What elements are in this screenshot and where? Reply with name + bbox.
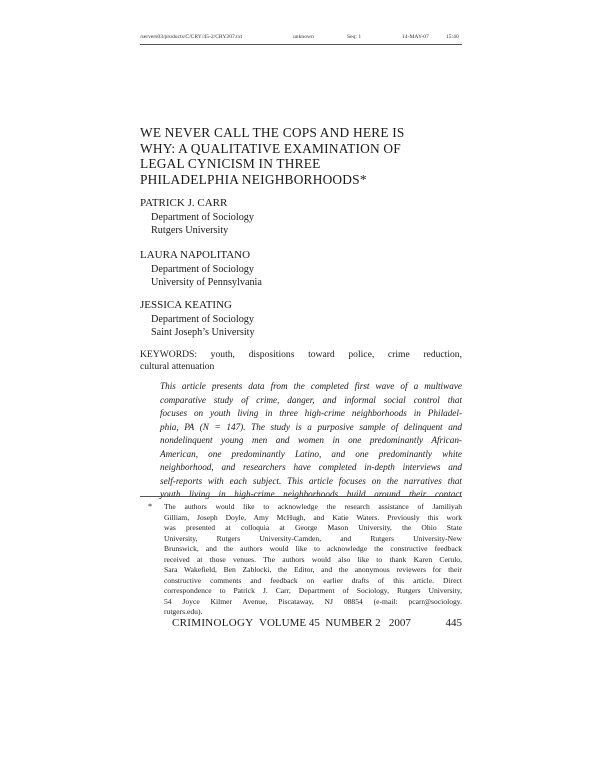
header-rule (140, 44, 462, 45)
abstract-line: phia, PA (N = 147). The study is a purposive sample of delinquent and (160, 421, 462, 432)
title-line: WE NEVER CALL THE COPS AND HERE IS (140, 125, 405, 140)
page-footer (172, 617, 462, 629)
title-line: LEGAL CYNICISM IN THREE (140, 156, 321, 172)
author-department: Department of Sociology (151, 314, 254, 325)
footnote-line: received at those venues. The authors would also like to thank Karen Cerulo, (164, 554, 462, 564)
author-name: JESSICA KEATING (140, 299, 232, 311)
header-date: 14-MAY-07 (402, 34, 429, 40)
footnote-line: was presented at colloquia at George Mason University, the Ohio State (164, 523, 462, 532)
footnote-line: rutgers.edu). (164, 607, 203, 616)
author-department: Department of Sociology (151, 264, 254, 275)
footnote-line: The authors would like to acknowledge the research assistance of Jamiliyah (164, 502, 462, 511)
abstract-line: American, one predominantly Latino, and one predominantly white (160, 448, 462, 459)
title-line: WHY: A QUALITATIVE EXAMINATION OF (140, 140, 401, 156)
author-institution: Rutgers University (151, 225, 229, 236)
header-status: unknown (293, 34, 314, 40)
footnote-line: correspondence to Patrick J. Carr, Department of Sociology, Rutgers University, (164, 586, 462, 595)
article-title (140, 125, 470, 187)
keywords-line: KEYWORDS: youth, dispositions toward police, crime reduction, (140, 349, 462, 360)
abstract-line: self-reports with each subject. This article focuses on the narratives that (160, 475, 462, 486)
footnote-line: University, Rutgers University-Camden, and Rutgers University-New (164, 533, 462, 543)
footnote-line: Brunswick, and the authors would like to acknowledge the constructive feedback (164, 544, 462, 553)
page-number: 445 (445, 617, 462, 629)
abstract-line: This article presents data from the completed first wave of a multiwave (160, 381, 462, 391)
abstract-line: neighborhood, and researchers have completed in-depth interviews and (160, 462, 462, 472)
file-path: /servers03/products/C/CRY/45-2/CRY207.txt (140, 34, 243, 40)
footnote (164, 502, 462, 618)
header-seq: Seq: 1 (347, 34, 362, 40)
title-line: PHILADELPHIA NEIGHBORHOODS* (140, 171, 367, 187)
author-institution: University of Pennsylvania (151, 277, 262, 288)
footnote-mark: * (148, 502, 153, 511)
abstract-line: youth living in high-crime neighborhoods build around their contact (160, 489, 462, 499)
journal-name: CRIMINOLOGY (172, 617, 254, 629)
footnote-rule (140, 496, 462, 497)
abstract-line: nondelinquent young men and women in one predominantly African- (160, 435, 462, 445)
abstract-line: comparative study of crime, danger, and informal social control that (160, 394, 462, 405)
footnote-line: Gilliam, Joseph Doyle, Amy McHugh, and Katie Waters. Previously this work (164, 512, 462, 522)
abstract-line: focuses on youth living in three high-crime neighborhoods in Philadel- (160, 408, 462, 418)
year: 2007 (388, 617, 411, 629)
volume: VOLUME 45 (259, 617, 320, 629)
keywords-line: cultural attenuation (140, 361, 215, 372)
author-name: PATRICK J. CARR (140, 197, 228, 209)
footnote-line: Sara Wakefield, Ben Zablocki, the Editor, and the anonymous reviewers for their (164, 565, 462, 574)
issue-number: NUMBER 2 (325, 617, 381, 629)
header-time: 15:40 (446, 34, 459, 40)
footnote-line: 54 Joyce Kilmer Avenue, Piscataway, NJ 08854 (e-mail: pcarr@sociology. (164, 596, 462, 606)
abstract (160, 380, 462, 502)
footnote-line: constructive comments and feedback on earlier drafts of this article. Direct (164, 575, 462, 585)
author-department: Department of Sociology (151, 212, 254, 223)
keywords (140, 349, 462, 373)
author-name: LAURA NAPOLITANO (140, 249, 251, 261)
author-institution: Saint Joseph’s University (151, 327, 255, 338)
